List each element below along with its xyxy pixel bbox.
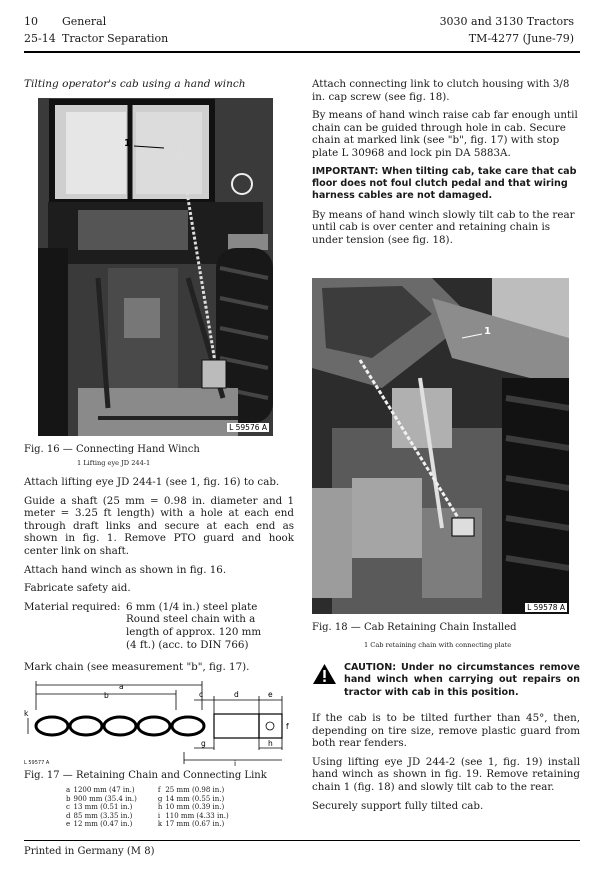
material-lines: [126, 601, 286, 651]
fig18-callout: 1: [484, 326, 491, 337]
legend-value: 12 mm (0.47 in.): [73, 820, 133, 829]
header-rule: [24, 51, 580, 53]
legend-value: 900 mm (35.4 in.): [73, 794, 137, 803]
paragraph: Securely support fully tilted cab.: [312, 799, 484, 812]
right-body-top: [312, 78, 580, 253]
printed-in: Printed in Germany (M 8): [24, 846, 155, 857]
paragraph: Using lifting eye JD 244-2 (see 1, fig. 19) install hand winch as shown in fig. 19. Remove retaining chain 1 (fig. 18) and slowly tilt cab to the rear.: [312, 755, 580, 793]
fig17-diagram: [24, 680, 294, 768]
fig16-subcaption: 1 Lifting eye JD 244-1: [77, 459, 151, 467]
left-body: [24, 476, 294, 680]
tractor-rear-illustration: [38, 98, 273, 436]
legend-row: [158, 820, 232, 829]
subsection-title: Tractor Separation: [62, 32, 169, 45]
legend-key: b: [66, 794, 71, 803]
cab-chain-illustration: [312, 278, 569, 614]
paragraph: Attach lifting eye JD 244-1 (see 1, fig. 16) to cab.: [24, 476, 280, 488]
legend-key: k: [157, 820, 163, 829]
caution-body: Under no circumstances remove hand winch when carrying out repairs on tractor with cab in this position.: [344, 662, 580, 698]
caution-block: [312, 662, 580, 699]
dim-label: e: [268, 690, 273, 699]
material-line: 6 mm (1/4 in.) steel plate: [126, 600, 258, 613]
dim-label: a: [119, 682, 124, 691]
fig16-callout: 1: [124, 138, 131, 149]
subsection-number: 25-14: [24, 32, 56, 45]
paragraph: If the cab is to be tilted further than 45°, then, depending on tire size, remove plastic guard from both rear fenders.: [312, 712, 580, 750]
legend-key: a: [66, 786, 71, 794]
legend-value: 10 mm (0.39 in.): [165, 803, 225, 812]
paragraph: Mark chain (see measurement "b", fig. 17).: [24, 661, 250, 674]
legend-row: [158, 795, 232, 804]
legend-key: i: [157, 811, 161, 820]
right-body-bottom: [312, 712, 580, 818]
legend-row: [66, 803, 140, 812]
paragraph: Attach hand winch as shown in fig. 16.: [24, 563, 227, 576]
footer-rule: [24, 840, 580, 841]
legend-row: [66, 795, 140, 804]
dim-label: h: [268, 739, 273, 748]
legend-row: [158, 812, 232, 821]
fig18-image-ref: L 59578 A: [527, 603, 565, 612]
material-label: Material required:: [24, 600, 121, 613]
page-number: 10: [24, 15, 38, 28]
legend-row: [66, 820, 140, 829]
legend-row: [66, 812, 140, 821]
chain-diagram: [24, 680, 294, 768]
warning-triangle-icon: [312, 663, 337, 685]
dim-label: d: [234, 690, 239, 699]
section-title: General: [62, 15, 107, 28]
material-line: length of approx. 120 mm: [126, 625, 262, 638]
legend-row: [66, 786, 140, 795]
material-line: (4 ft.) (acc. to DIN 766): [126, 638, 249, 651]
fig18-photo: [312, 278, 569, 614]
caution-text: [344, 662, 580, 699]
paragraph: Attach connecting link to clutch housing with 3/8 in. cap screw (see fig. 18).: [312, 78, 570, 103]
manual-title: 3030 and 3130 Tractors: [439, 15, 574, 28]
fig17-image-ref: L 59577 A: [24, 760, 50, 766]
legend-value: 14 mm (0.55 in.): [165, 794, 225, 803]
paragraph: Guide a shaft (25 mm = 0.98 in. diameter and 1 meter = 3.25 ft length) with a hole at each end through draft links and secure at each end as shown in fig. 1. Remove PTO guard and hook center link on shaft.: [24, 494, 294, 557]
important-note: IMPORTANT: When tilting cab, take care that cab floor does not foul clutch pedal and that wiring harness cables are not damaged.: [312, 165, 577, 202]
material-block: [24, 601, 294, 651]
legend-key: g: [157, 794, 163, 803]
dim-label: c: [199, 690, 204, 699]
fig18-caption: Fig. 18 — Cab Retaining Chain Installed: [312, 622, 517, 633]
legend-key: e: [66, 820, 71, 829]
legend-key: c: [66, 803, 70, 812]
fig17-legend: [66, 786, 232, 829]
legend-value: 1200 mm (47 in.): [73, 786, 135, 794]
paragraph: Fabricate safety aid.: [24, 582, 131, 595]
dim-label: g: [201, 739, 206, 748]
legend-value: 13 mm (0.51 in.): [73, 803, 133, 812]
legend-key: h: [157, 803, 163, 812]
dim-label: b: [104, 691, 109, 700]
dim-label: k: [24, 709, 29, 718]
manual-number: TM-4277 (June-79): [468, 32, 574, 45]
fig18-subcaption: 1 Cab retaining chain with connecting plate: [364, 641, 512, 649]
fig16-caption: Fig. 16 — Connecting Hand Winch: [24, 444, 200, 455]
legend-value: 25 mm (0.98 in.): [165, 786, 225, 794]
paragraph: By means of hand winch slowly tilt cab to the rear until cab is over center and retaining chain is under tension (see fig. 18).: [312, 208, 575, 246]
dim-label: i: [234, 759, 237, 768]
legend-right: [158, 786, 232, 829]
legend-value: 110 mm (4.33 in.): [165, 811, 229, 820]
material-line: Round steel chain with a: [126, 613, 256, 626]
legend-value: 85 mm (3.35 in.): [73, 811, 133, 820]
legend-row: [158, 803, 232, 812]
legend-key: d: [66, 811, 71, 820]
legend-left: [66, 786, 140, 829]
legend-value: 17 mm (0.67 in.): [165, 820, 225, 829]
fig16-image-ref: L 59576 A: [229, 423, 267, 432]
section-heading: Tilting operator's cab using a hand winch: [24, 78, 246, 90]
paragraph: By means of hand winch raise cab far enough until chain can be guided through hole in cab. Secure chain at marked link (see "b", fig. 17) with stop plate L 30968 and lock pin DA 5883A.: [312, 109, 578, 159]
fig17-caption: Fig. 17 — Retaining Chain and Connecting Link: [24, 770, 267, 781]
dim-label: f: [286, 722, 289, 731]
legend-key: f: [157, 786, 161, 794]
legend-row: [158, 786, 232, 795]
fig16-photo: [38, 98, 273, 436]
caution-word: CAUTION:: [344, 662, 397, 673]
